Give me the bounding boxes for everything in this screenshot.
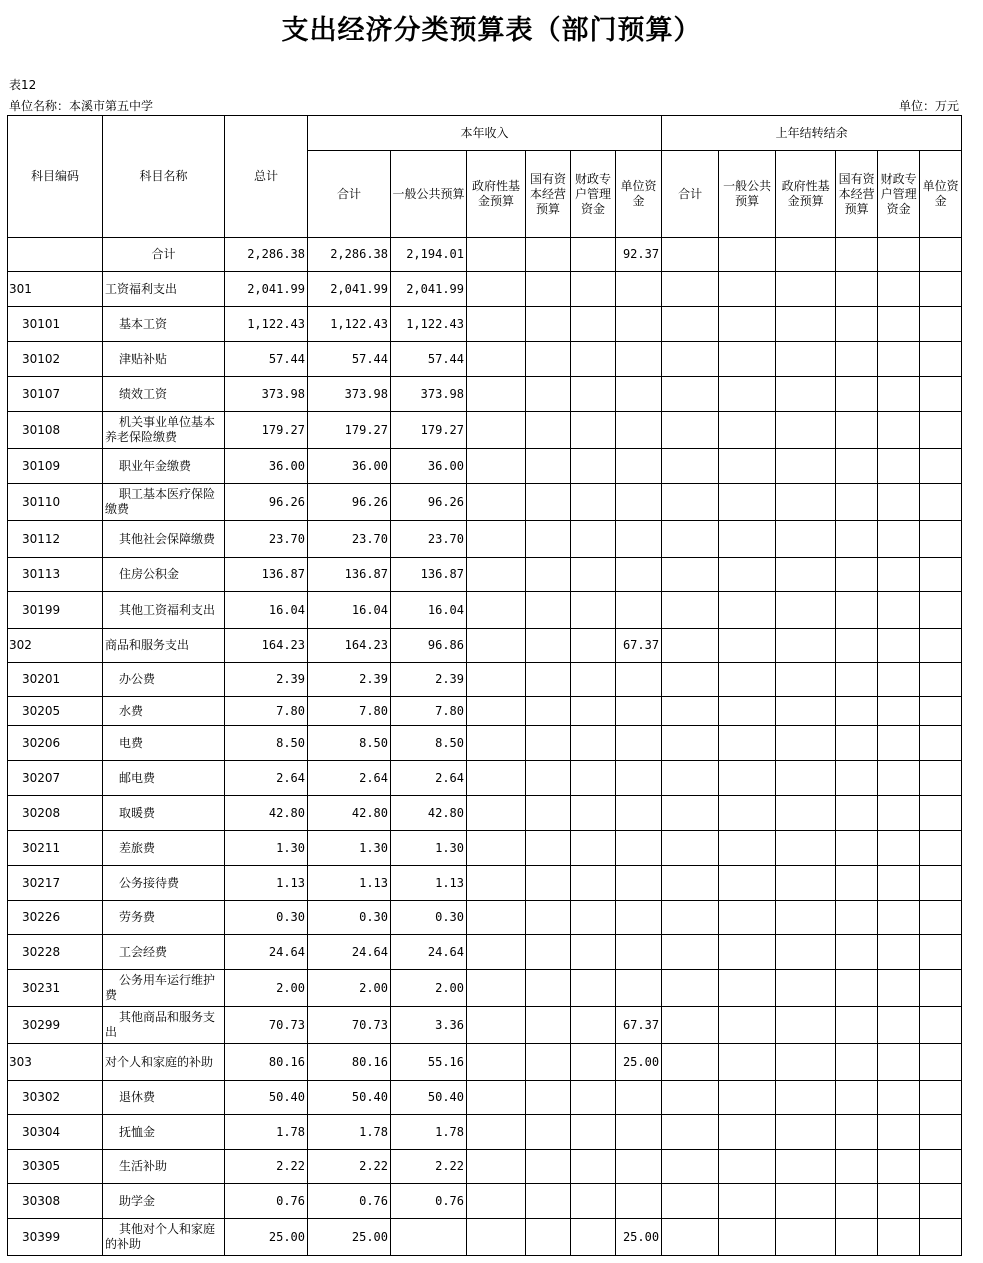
row-ty-sum: 1.30 — [308, 831, 391, 866]
row-ty-sum: 23.70 — [308, 521, 391, 558]
row-total: 1,122.43 — [225, 307, 308, 342]
row-total: 42.80 — [225, 796, 308, 831]
row-ty-unit — [616, 449, 662, 484]
unit-name: 单位名称：本溪市第五中学 — [9, 99, 154, 113]
budget-table — [7, 115, 962, 1256]
row-total: 96.26 — [225, 484, 308, 521]
row-code: 30299 — [8, 1007, 103, 1044]
table-row — [8, 1115, 962, 1150]
row-name: 津贴补贴 — [103, 342, 225, 377]
table-row — [8, 761, 962, 796]
table-row — [8, 1150, 962, 1184]
row-ty-unit — [616, 412, 662, 449]
row-ty-general: 8.50 — [391, 726, 467, 761]
row-total: 1.13 — [225, 866, 308, 901]
row-ty-general: 2.00 — [391, 970, 467, 1007]
row-code: 30207 — [8, 761, 103, 796]
row-ty-sum: 2,041.99 — [308, 272, 391, 307]
row-ty-unit — [616, 970, 662, 1007]
row-ty-unit — [616, 1081, 662, 1115]
row-ty-unit — [616, 901, 662, 935]
row-name: 电费 — [103, 726, 225, 761]
row-name: 职业年金缴费 — [103, 449, 225, 484]
header-ly-state-capital: 国有资本经营预算 — [836, 151, 878, 238]
row-ty-sum: 2.39 — [308, 663, 391, 697]
row-code: 30302 — [8, 1081, 103, 1115]
row-ty-general: 179.27 — [391, 412, 467, 449]
row-ty-general: 24.64 — [391, 935, 467, 970]
header-code: 科目编码 — [8, 116, 103, 238]
row-code: 30228 — [8, 935, 103, 970]
table-row — [8, 272, 962, 307]
row-total: 1.30 — [225, 831, 308, 866]
table-row — [8, 342, 962, 377]
row-ty-sum: 42.80 — [308, 796, 391, 831]
header-this-year-income: 本年收入 — [308, 116, 662, 151]
row-name: 对个人和家庭的补助 — [103, 1044, 225, 1081]
table-row — [8, 1184, 962, 1219]
row-ty-sum: 25.00 — [308, 1219, 391, 1256]
row-total: 373.98 — [225, 377, 308, 412]
row-name: 其他工资福利支出 — [103, 592, 225, 629]
header-ly-sum: 合计 — [662, 151, 719, 238]
row-code: 30399 — [8, 1219, 103, 1256]
row-ty-sum: 2.00 — [308, 970, 391, 1007]
row-ty-unit — [616, 726, 662, 761]
table-row — [8, 1219, 962, 1256]
row-total: 2.64 — [225, 761, 308, 796]
row-name: 其他商品和服务支出 — [103, 1007, 225, 1044]
row-code: 30201 — [8, 663, 103, 697]
row-code: 303 — [8, 1044, 103, 1081]
row-ty-general: 3.36 — [391, 1007, 467, 1044]
row-name: 邮电费 — [103, 761, 225, 796]
header-last-year-carryover: 上年结转结余 — [662, 116, 962, 151]
table-row — [8, 629, 962, 663]
row-ty-unit — [616, 663, 662, 697]
row-ty-sum: 2.22 — [308, 1150, 391, 1184]
table-row — [8, 697, 962, 726]
row-total: 136.87 — [225, 558, 308, 592]
row-ty-general: 96.86 — [391, 629, 467, 663]
row-ty-unit — [616, 1115, 662, 1150]
row-ty-sum: 1.13 — [308, 866, 391, 901]
row-code: 30205 — [8, 697, 103, 726]
row-code: 30110 — [8, 484, 103, 521]
row-total: 80.16 — [225, 1044, 308, 1081]
row-code: 30101 — [8, 307, 103, 342]
header-ly-fin-special: 财政专户管理资金 — [878, 151, 920, 238]
row-total: 8.50 — [225, 726, 308, 761]
row-total: 2.22 — [225, 1150, 308, 1184]
row-ty-unit — [616, 377, 662, 412]
row-ty-general: 55.16 — [391, 1044, 467, 1081]
row-code: 302 — [8, 629, 103, 663]
header-ty-state-capital: 国有资本经营预算 — [526, 151, 571, 238]
row-ty-unit — [616, 592, 662, 629]
row-ty-general: 2,194.01 — [391, 238, 467, 272]
table-row — [8, 449, 962, 484]
row-name: 合计 — [103, 238, 225, 272]
header-ty-gov-fund: 政府性基金预算 — [467, 151, 526, 238]
row-total: 23.70 — [225, 521, 308, 558]
table-row — [8, 558, 962, 592]
row-code: 301 — [8, 272, 103, 307]
row-ty-unit: 67.37 — [616, 1007, 662, 1044]
row-ty-unit — [616, 1150, 662, 1184]
row-code: 30231 — [8, 970, 103, 1007]
row-ty-general: 2.39 — [391, 663, 467, 697]
row-name: 绩效工资 — [103, 377, 225, 412]
row-ty-unit: 25.00 — [616, 1044, 662, 1081]
row-total: 0.76 — [225, 1184, 308, 1219]
row-name: 其他对个人和家庭的补助 — [103, 1219, 225, 1256]
row-ty-unit: 92.37 — [616, 238, 662, 272]
header-ly-unit-fund: 单位资金 — [920, 151, 962, 238]
table-row — [8, 935, 962, 970]
row-total: 2,286.38 — [225, 238, 308, 272]
row-name: 抚恤金 — [103, 1115, 225, 1150]
row-total: 2,041.99 — [225, 272, 308, 307]
row-ty-sum: 179.27 — [308, 412, 391, 449]
table-row — [8, 726, 962, 761]
row-ty-general: 136.87 — [391, 558, 467, 592]
row-code: 30226 — [8, 901, 103, 935]
row-name: 退休费 — [103, 1081, 225, 1115]
row-code: 30304 — [8, 1115, 103, 1150]
row-name: 工资福利支出 — [103, 272, 225, 307]
header-ty-sum: 合计 — [308, 151, 391, 238]
row-name: 公务用车运行维护费 — [103, 970, 225, 1007]
row-ty-general: 1.13 — [391, 866, 467, 901]
row-name: 办公费 — [103, 663, 225, 697]
table-row — [8, 1081, 962, 1115]
row-code: 30102 — [8, 342, 103, 377]
row-ty-general: 1.30 — [391, 831, 467, 866]
row-name: 公务接待费 — [103, 866, 225, 901]
row-ty-general: 2,041.99 — [391, 272, 467, 307]
row-ty-unit: 25.00 — [616, 1219, 662, 1256]
row-code: 30113 — [8, 558, 103, 592]
row-ty-sum: 50.40 — [308, 1081, 391, 1115]
header-ty-unit-fund: 单位资金 — [616, 151, 662, 238]
row-total: 164.23 — [225, 629, 308, 663]
row-ty-general: 2.22 — [391, 1150, 467, 1184]
row-ty-general: 42.80 — [391, 796, 467, 831]
table-body — [8, 238, 962, 1256]
row-name: 其他社会保障缴费 — [103, 521, 225, 558]
page-title: 支出经济分类预算表（部门预算） — [281, 15, 702, 46]
row-ty-sum: 36.00 — [308, 449, 391, 484]
table-row — [8, 663, 962, 697]
table-row — [8, 901, 962, 935]
row-total: 24.64 — [225, 935, 308, 970]
row-code: 30199 — [8, 592, 103, 629]
row-ty-unit — [616, 935, 662, 970]
row-ty-unit — [616, 796, 662, 831]
row-ty-unit — [616, 484, 662, 521]
row-total: 0.30 — [225, 901, 308, 935]
row-code: 30108 — [8, 412, 103, 449]
row-code: 30305 — [8, 1150, 103, 1184]
row-code: 30208 — [8, 796, 103, 831]
table-row — [8, 831, 962, 866]
table-row — [8, 866, 962, 901]
table-row — [8, 521, 962, 558]
row-name: 住房公积金 — [103, 558, 225, 592]
row-name: 水费 — [103, 697, 225, 726]
header-name: 科目名称 — [103, 116, 225, 238]
row-total: 2.39 — [225, 663, 308, 697]
row-name: 职工基本医疗保险缴费 — [103, 484, 225, 521]
row-name: 生活补助 — [103, 1150, 225, 1184]
header-ty-fin-special: 财政专户管理资金 — [571, 151, 616, 238]
row-ty-unit — [616, 761, 662, 796]
row-ty-general: 16.04 — [391, 592, 467, 629]
header-ly-general: 一般公共预算 — [719, 151, 776, 238]
row-ty-sum: 373.98 — [308, 377, 391, 412]
row-ty-sum: 164.23 — [308, 629, 391, 663]
row-ty-general: 96.26 — [391, 484, 467, 521]
row-ty-unit — [616, 558, 662, 592]
row-ty-sum: 1.78 — [308, 1115, 391, 1150]
row-ty-general: 50.40 — [391, 1081, 467, 1115]
row-ty-general: 7.80 — [391, 697, 467, 726]
row-ty-sum: 80.16 — [308, 1044, 391, 1081]
row-code: 30107 — [8, 377, 103, 412]
table-row — [8, 412, 962, 449]
row-ty-general — [391, 1219, 467, 1256]
row-name: 基本工资 — [103, 307, 225, 342]
header-total: 总计 — [225, 116, 308, 238]
row-code: 30211 — [8, 831, 103, 866]
header-ly-gov-fund: 政府性基金预算 — [776, 151, 836, 238]
row-ty-unit: 67.37 — [616, 629, 662, 663]
table-row — [8, 484, 962, 521]
row-ty-sum: 136.87 — [308, 558, 391, 592]
row-name: 劳务费 — [103, 901, 225, 935]
row-ty-sum: 96.26 — [308, 484, 391, 521]
row-ty-general: 36.00 — [391, 449, 467, 484]
row-ty-sum: 57.44 — [308, 342, 391, 377]
row-total: 2.00 — [225, 970, 308, 1007]
table-row — [8, 238, 962, 272]
row-total: 1.78 — [225, 1115, 308, 1150]
table-row — [8, 1044, 962, 1081]
row-ty-unit — [616, 272, 662, 307]
row-code: 30206 — [8, 726, 103, 761]
row-total: 179.27 — [225, 412, 308, 449]
row-ty-unit — [616, 697, 662, 726]
row-ty-sum: 70.73 — [308, 1007, 391, 1044]
row-ty-general: 373.98 — [391, 377, 467, 412]
row-ty-general: 1,122.43 — [391, 307, 467, 342]
table-row — [8, 1007, 962, 1044]
row-name: 差旅费 — [103, 831, 225, 866]
row-ty-unit — [616, 1184, 662, 1219]
row-ty-sum: 2,286.38 — [308, 238, 391, 272]
row-ty-sum: 7.80 — [308, 697, 391, 726]
row-total: 57.44 — [225, 342, 308, 377]
table-row — [8, 970, 962, 1007]
row-ty-general: 2.64 — [391, 761, 467, 796]
row-ty-general: 0.76 — [391, 1184, 467, 1219]
row-ty-sum: 8.50 — [308, 726, 391, 761]
row-ty-sum: 1,122.43 — [308, 307, 391, 342]
row-ty-general: 57.44 — [391, 342, 467, 377]
row-ty-general: 0.30 — [391, 901, 467, 935]
amount-unit: 单位：万元 — [898, 99, 959, 113]
row-code: 30112 — [8, 521, 103, 558]
row-code: 30109 — [8, 449, 103, 484]
row-name: 工会经费 — [103, 935, 225, 970]
row-ty-unit — [616, 866, 662, 901]
row-ty-unit — [616, 831, 662, 866]
row-total: 50.40 — [225, 1081, 308, 1115]
row-name: 取暖费 — [103, 796, 225, 831]
row-ty-sum: 2.64 — [308, 761, 391, 796]
table-row — [8, 592, 962, 629]
row-code: 30308 — [8, 1184, 103, 1219]
table-row — [8, 377, 962, 412]
row-name: 助学金 — [103, 1184, 225, 1219]
header-ty-general: 一般公共预算 — [391, 151, 467, 238]
row-ty-general: 23.70 — [391, 521, 467, 558]
row-name: 商品和服务支出 — [103, 629, 225, 663]
row-ty-general: 1.78 — [391, 1115, 467, 1150]
row-total: 36.00 — [225, 449, 308, 484]
table-row — [8, 796, 962, 831]
row-ty-unit — [616, 342, 662, 377]
row-ty-sum: 0.30 — [308, 901, 391, 935]
row-name: 机关事业单位基本养老保险缴费 — [103, 412, 225, 449]
table-row — [8, 307, 962, 342]
row-ty-unit — [616, 307, 662, 342]
row-total: 70.73 — [225, 1007, 308, 1044]
table-number: 表12 — [9, 78, 37, 92]
row-ty-sum: 16.04 — [308, 592, 391, 629]
row-total: 16.04 — [225, 592, 308, 629]
row-total: 7.80 — [225, 697, 308, 726]
row-ty-sum: 24.64 — [308, 935, 391, 970]
row-code — [8, 238, 103, 272]
row-total: 25.00 — [225, 1219, 308, 1256]
row-ty-unit — [616, 521, 662, 558]
row-code: 30217 — [8, 866, 103, 901]
row-ty-sum: 0.76 — [308, 1184, 391, 1219]
